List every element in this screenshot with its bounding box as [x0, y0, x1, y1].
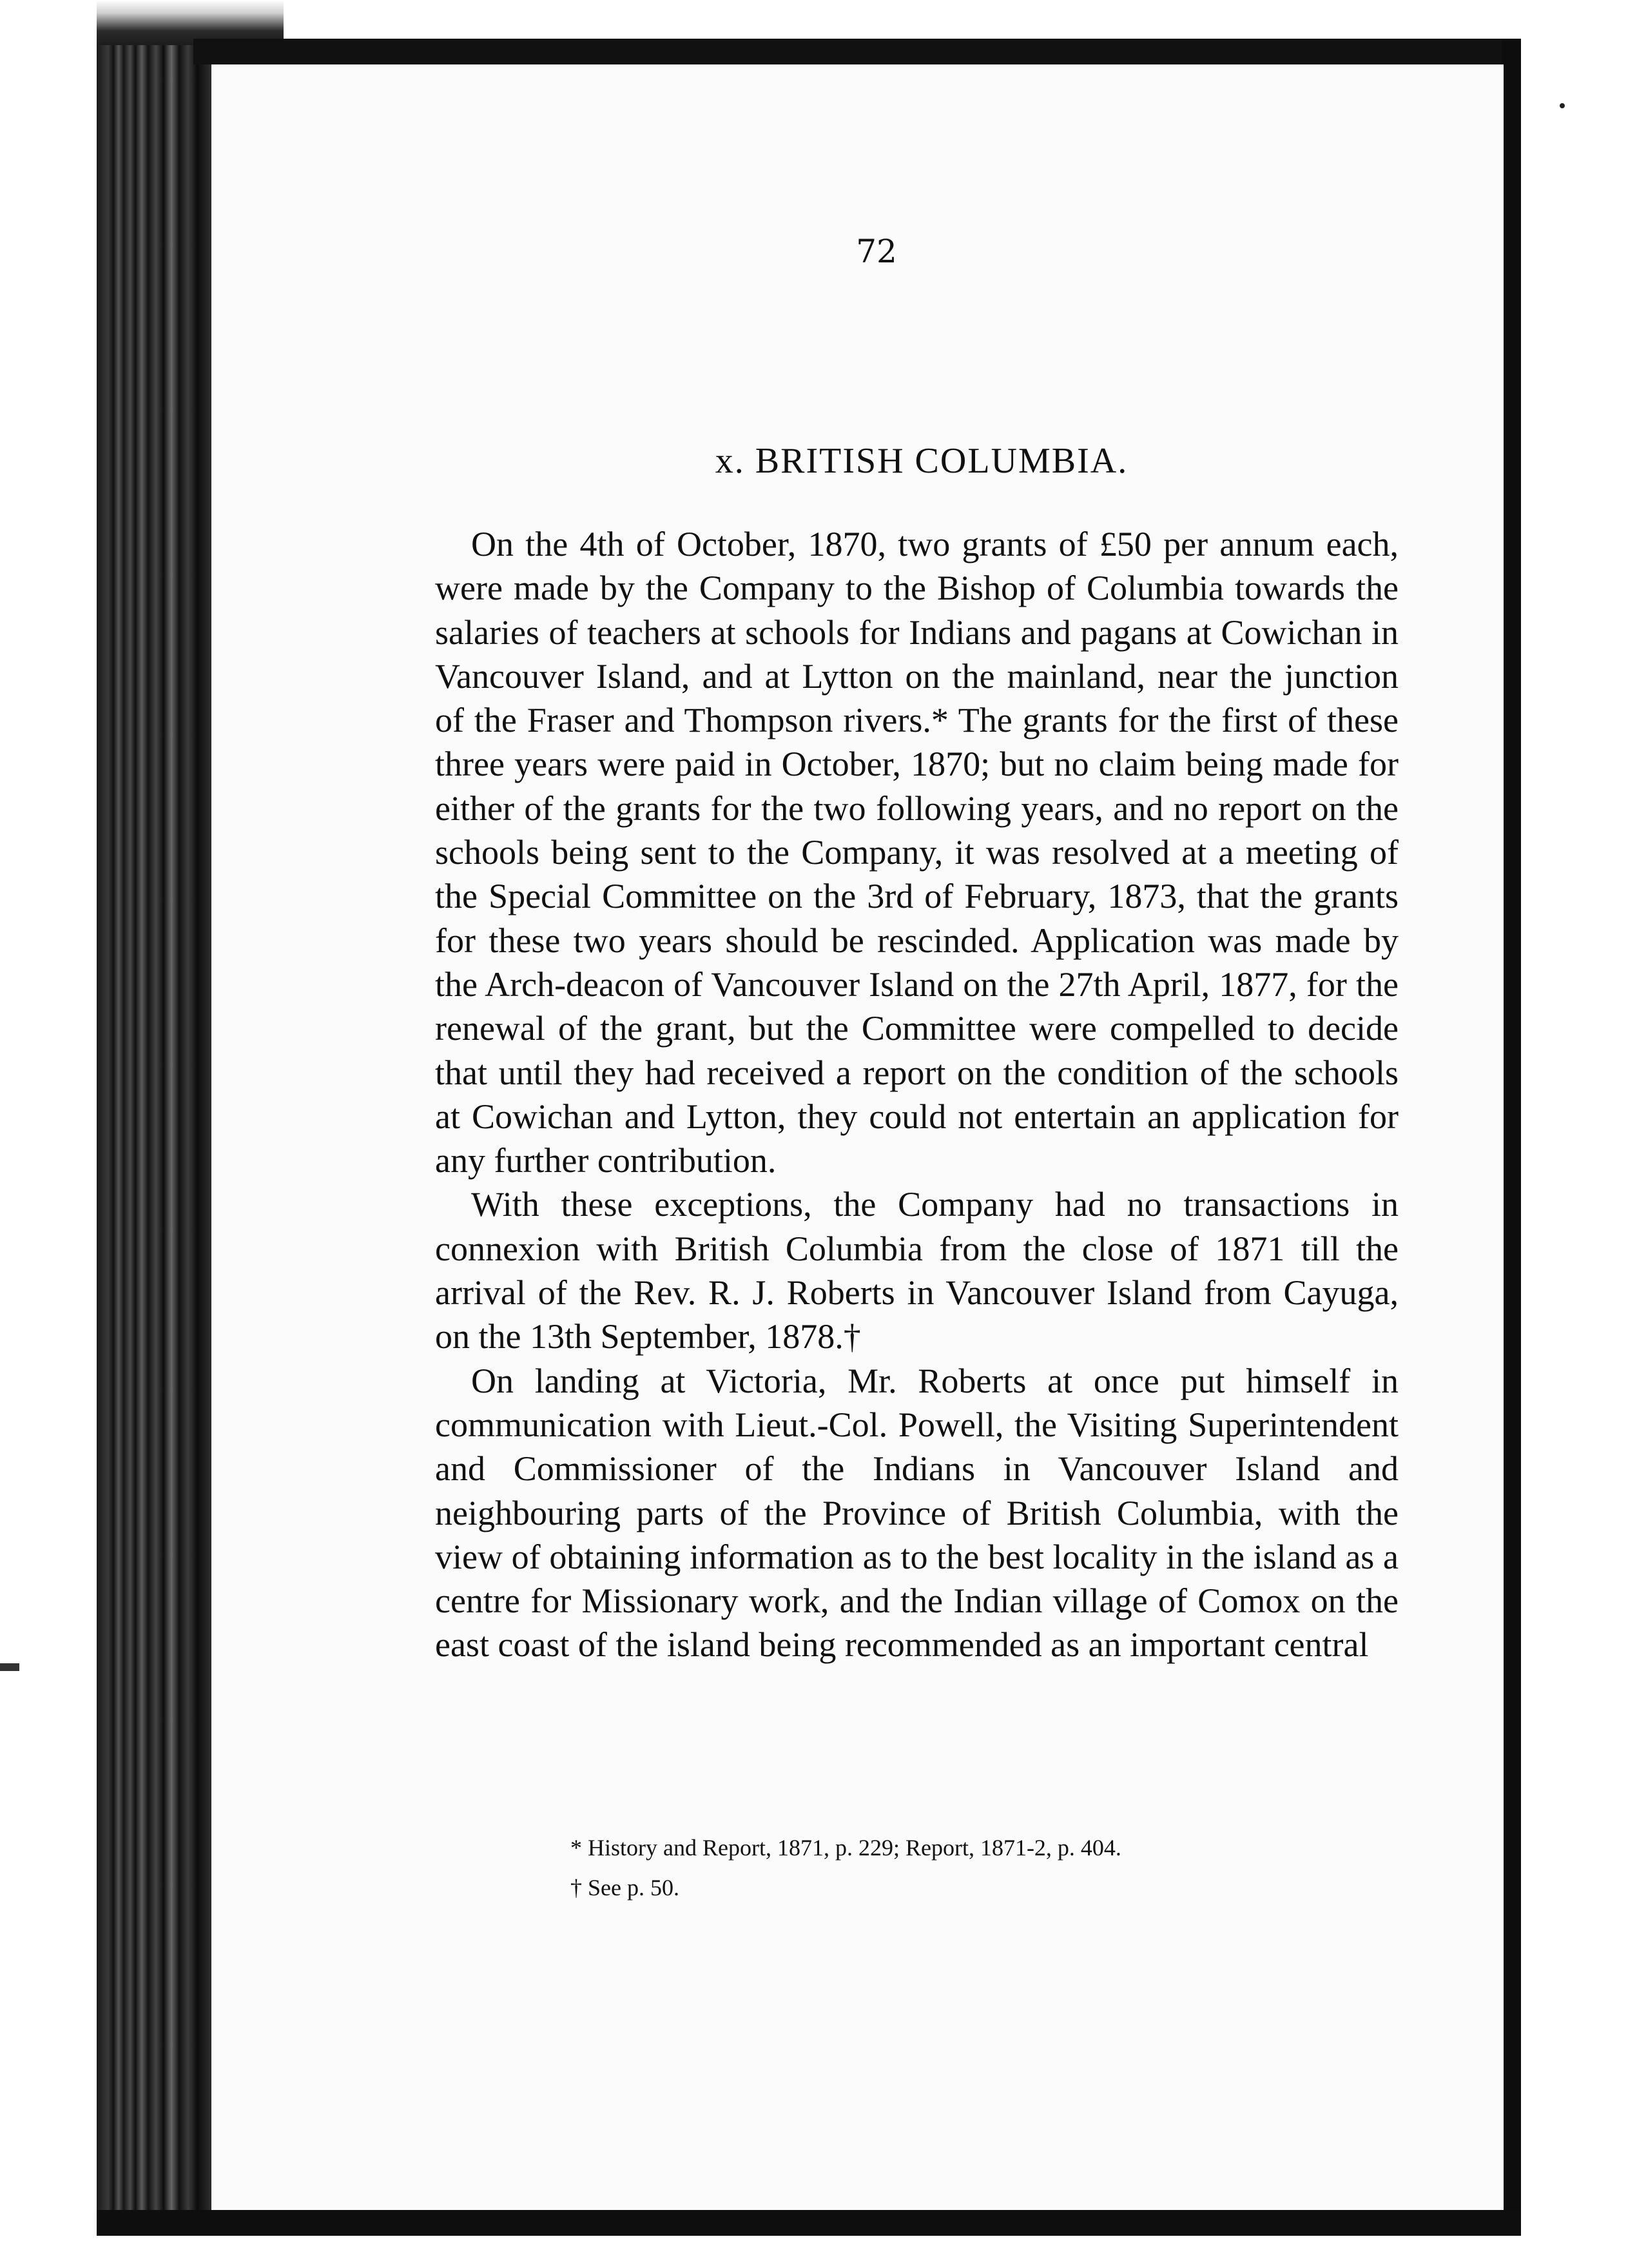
bottom-border-shadow [97, 2210, 1521, 2236]
book-spine-edge [97, 45, 209, 2231]
paragraph-3: On landing at Victoria, Mr. Roberts at once put himself in communication with Lieut.-Col. Powell, the Visiting Superintendent and Commissioner of the Indians in Vancouver Island and neighbouring parts of the Province of British Columbia, with the view of obtaining information as to the best locality in the island as a centre for Missionary work, and the Indian village of Comox on the east coast of the island being recommended as an important central [435, 1361, 1399, 1665]
margin-mark [0, 1663, 19, 1671]
right-border-shadow [1502, 39, 1521, 2231]
page-number: 72 [856, 233, 897, 270]
footnotes [570, 1828, 1344, 1908]
stray-ink-mark [1560, 103, 1565, 108]
paragraph-1: On the 4th of October, 1870, two grants of £50 per annum each, were made by the Company to the Bishop of Columbia towards the salaries of teachers at schools for Indians and pagans at Cowichan in Vancouver Island, and at Lytton on the mainland, near the junction of the Fraser and Thompson rivers.* The grants for the first of these three years were paid in October, 1870; but no claim being made for either of the grants for the two following years, and no report on the schools being sent to the Company, it was resolved at a meeting of the Special Committee on the 3rd of February, 1873, that the grants for these two years should be rescinded. Application was made by the Arch-deacon of Vancouver Island on the 27th April, 1877, for the renewal of the grant, but the Committee were compelled to decide that until they had received a report on the condition of the schools at Cowichan and Lytton, they could not entertain an application for any further contribution. [435, 525, 1399, 1180]
top-border-shadow [193, 39, 1515, 64]
section-heading: x. BRITISH COLUMBIA. [715, 441, 1128, 481]
body-text [435, 522, 1399, 1667]
footnote-2: † See p. 50. [570, 1875, 679, 1901]
footnote-1: * History and Report, 1871, p. 229; Report, 1871-2, p. 404. [570, 1835, 1121, 1861]
paragraph-2: With these exceptions, the Company had no transactions in connexion with British Columbia from the close of 1871 till the arrival of the Rev. R. J. Roberts in Vancouver Island from Cayuga, on the 13th September, 1878.† [435, 1185, 1399, 1356]
